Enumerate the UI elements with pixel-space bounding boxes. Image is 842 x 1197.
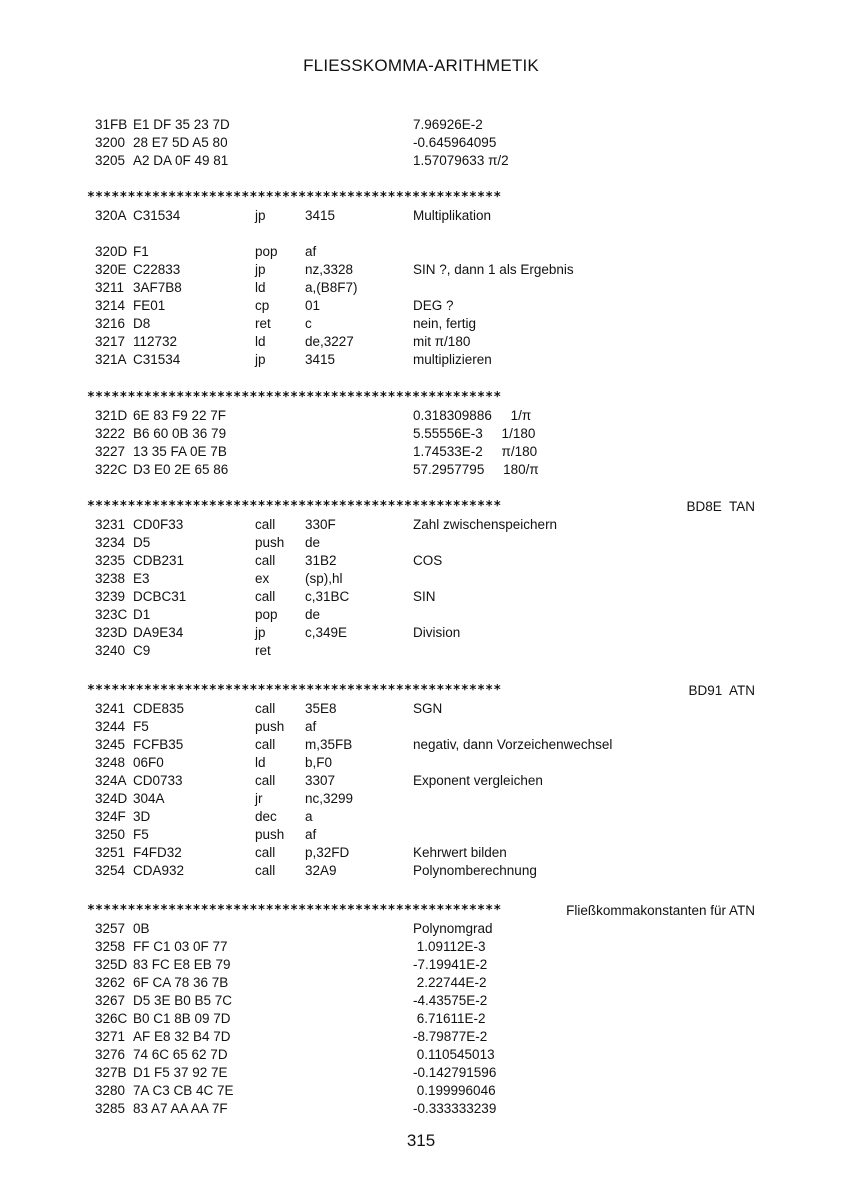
opcode-bytes: B0 C1 8B 09 7D: [133, 1011, 231, 1026]
opcode-bytes: 112732: [133, 334, 178, 349]
listing-line: [95, 700, 755, 718]
address: 322C: [95, 462, 128, 477]
comment: Polynomgrad: [413, 921, 493, 936]
operand: c: [305, 316, 312, 331]
listing-line: [95, 279, 755, 297]
operand: 3307: [305, 773, 336, 788]
opcode-bytes: 13 35 FA 0E 7B: [133, 444, 227, 459]
address: 320A: [95, 208, 127, 223]
comment: -0.142791596: [413, 1065, 497, 1080]
listing-line: [95, 624, 755, 642]
listing-block-constants-2: [87, 389, 755, 479]
listing-line: [95, 992, 755, 1010]
listing-line: [95, 642, 755, 660]
listing-line: [95, 718, 755, 736]
separator-line: [87, 189, 755, 207]
address: 3241: [95, 701, 126, 716]
separator-label: BD8E TAN: [682, 498, 755, 516]
opcode-bytes: F4FD32: [133, 845, 182, 860]
listing-block-constants-1: [95, 116, 755, 170]
listing-line: [95, 606, 755, 624]
opcode-bytes: 6F CA 78 36 7B: [133, 975, 229, 990]
opcode-bytes: C31534: [133, 352, 181, 367]
opcode-bytes: D1: [133, 607, 151, 622]
mnemonic: jp: [255, 208, 266, 223]
mnemonic: dec: [255, 809, 277, 824]
address: 3222: [95, 426, 126, 441]
listing-line: [95, 1046, 755, 1064]
address: 3239: [95, 589, 126, 604]
listing-line: [95, 552, 755, 570]
operand: af: [305, 827, 317, 842]
opcode-bytes: F1: [133, 244, 149, 259]
address: 323D: [95, 625, 128, 640]
listing-line: [95, 261, 755, 279]
address: 3267: [95, 993, 126, 1008]
comment: multiplizieren: [413, 352, 492, 367]
comment: Polynomberechnung: [413, 863, 537, 878]
operand: af: [305, 244, 317, 259]
listing-line: [95, 116, 755, 134]
separator-line: [87, 498, 755, 516]
listing-line: [95, 351, 755, 369]
address: 3251: [95, 845, 126, 860]
mnemonic: pop: [255, 244, 278, 259]
comment: 1.57079633 π/2: [413, 153, 509, 168]
address: 3248: [95, 755, 126, 770]
mnemonic: ret: [255, 316, 271, 331]
mnemonic: jr: [255, 791, 263, 806]
address: 3200: [95, 135, 126, 150]
address: 3245: [95, 737, 126, 752]
mnemonic: cp: [255, 298, 270, 313]
address: 3244: [95, 719, 126, 734]
address: 3240: [95, 643, 126, 658]
operand: 31B2: [305, 553, 337, 568]
address: 3285: [95, 1101, 126, 1116]
comment: 7.96926E-2: [413, 117, 483, 132]
comment: 1.74533E-2 π/180: [413, 444, 538, 459]
address: 3214: [95, 298, 126, 313]
address: 3231: [95, 517, 126, 532]
address: 3216: [95, 316, 126, 331]
address: 321A: [95, 352, 127, 367]
listing-line: [95, 134, 755, 152]
listing-line: [95, 315, 755, 333]
address: 3234: [95, 535, 126, 550]
listing-block-tan: [87, 498, 755, 660]
opcode-bytes: DA9E34: [133, 625, 184, 640]
opcode-bytes: D5: [133, 535, 151, 550]
operand: p,32FD: [305, 845, 350, 860]
comment: negativ, dann Vorzeichenwechsel: [413, 737, 613, 752]
mnemonic: push: [255, 827, 285, 842]
opcode-bytes: C22833: [133, 262, 181, 277]
listing-line: [95, 974, 755, 992]
mnemonic: call: [255, 773, 276, 788]
opcode-bytes: C9: [133, 643, 151, 658]
comment: SIN: [413, 589, 436, 604]
listing-line: [95, 938, 755, 956]
opcode-bytes: F5: [133, 827, 149, 842]
mnemonic: call: [255, 553, 276, 568]
comment: 6.71611E-2: [413, 1011, 486, 1026]
listing-line: [95, 297, 755, 315]
address: 320D: [95, 244, 128, 259]
comment: -0.645964095: [413, 135, 497, 150]
mnemonic: ld: [255, 280, 266, 295]
operand: 3415: [305, 208, 336, 223]
separator-line: [87, 682, 755, 700]
listing-block-atn: [87, 682, 755, 880]
opcode-bytes: FF C1 03 0F 77: [133, 939, 228, 954]
opcode-bytes: CDA932: [133, 863, 185, 878]
listing-block-atn-constants: [87, 902, 755, 1118]
operand: 330F: [305, 517, 336, 532]
listing-line: [95, 425, 755, 443]
opcode-bytes: 304A: [133, 791, 165, 806]
operand: nc,3299: [305, 791, 354, 806]
listing-line: [95, 1010, 755, 1028]
mnemonic: ld: [255, 755, 266, 770]
listing-line: [95, 920, 755, 938]
opcode-bytes: CD0733: [133, 773, 183, 788]
opcode-bytes: FCFB35: [133, 737, 184, 752]
mnemonic: ret: [255, 643, 271, 658]
opcode-bytes: 28 E7 5D A5 80: [133, 135, 228, 150]
comment: DEG ?: [413, 298, 454, 313]
address: 3280: [95, 1083, 126, 1098]
comment: 57.2957795 180/π: [413, 462, 539, 477]
listing-line: [95, 588, 755, 606]
listing-line: [95, 461, 755, 479]
comment: SGN: [413, 701, 443, 716]
opcode-bytes: A2 DA 0F 49 81: [133, 153, 229, 168]
listing-line: [95, 1064, 755, 1082]
listing-line: [95, 1028, 755, 1046]
operand: c,349E: [305, 625, 348, 640]
listing-line: [95, 736, 755, 754]
listing-line: [95, 956, 755, 974]
address: 325D: [95, 957, 128, 972]
comment: nein, fertig: [413, 316, 477, 331]
comment: 2.22744E-2: [413, 975, 487, 990]
operand: 3415: [305, 352, 336, 367]
mnemonic: jp: [255, 625, 266, 640]
address: 320E: [95, 262, 127, 277]
separator-stars: ***************************************************: [87, 499, 502, 514]
comment: Multiplikation: [413, 208, 492, 223]
address: 3257: [95, 921, 126, 936]
listing-line: [95, 516, 755, 534]
address: 3262: [95, 975, 126, 990]
opcode-bytes: E1 DF 35 23 7D: [133, 117, 230, 132]
comment: Exponent vergleichen: [413, 773, 543, 788]
address: 3258: [95, 939, 126, 954]
mnemonic: ld: [255, 334, 266, 349]
address: 323C: [95, 607, 128, 622]
opcode-bytes: DCBC31: [133, 589, 187, 604]
address: 3235: [95, 553, 126, 568]
address: 3227: [95, 444, 126, 459]
address: 3238: [95, 571, 126, 586]
separator-stars: ***************************************************: [87, 903, 502, 918]
mnemonic: call: [255, 845, 276, 860]
listing-line: [95, 808, 755, 826]
comment: COS: [413, 553, 443, 568]
listing-line: [95, 844, 755, 862]
opcode-bytes: 3D: [133, 809, 151, 824]
comment: 5.55556E-3 1/180: [413, 426, 536, 441]
comment: SIN ?, dann 1 als Ergebnis: [413, 262, 574, 277]
listing-line: [95, 407, 755, 425]
opcode-bytes: F5: [133, 719, 149, 734]
opcode-bytes: C31534: [133, 208, 181, 223]
comment: 1.09112E-3: [413, 939, 486, 954]
mnemonic: pop: [255, 607, 278, 622]
address: 3211: [95, 280, 125, 295]
comment: -8.79877E-2: [413, 1029, 488, 1044]
address: 324A: [95, 773, 127, 788]
opcode-bytes: CDB231: [133, 553, 185, 568]
page-number: 315: [406, 1131, 436, 1150]
operand: de: [305, 535, 321, 550]
address: 324D: [95, 791, 128, 806]
listing-block-trig-conversion: [87, 189, 755, 369]
mnemonic: call: [255, 517, 276, 532]
mnemonic: call: [255, 589, 276, 604]
address: 326C: [95, 1011, 128, 1026]
opcode-bytes: CD0F33: [133, 517, 184, 532]
separator-stars: ***************************************************: [87, 683, 502, 698]
opcode-bytes: AF E8 32 B4 7D: [133, 1029, 231, 1044]
address: 3217: [95, 334, 126, 349]
operand: a,(B8F7): [305, 280, 358, 295]
opcode-bytes: 3AF7B8: [133, 280, 182, 295]
comment: 0.318309886 1/π: [413, 408, 532, 423]
operand: 32A9: [305, 863, 337, 878]
opcode-bytes: FE01: [133, 298, 166, 313]
address: 3250: [95, 827, 126, 842]
operand: de,3227: [305, 334, 354, 349]
listing-line: [95, 754, 755, 772]
separator-line: [87, 389, 755, 407]
opcode-bytes: D3 E0 2E 65 86: [133, 462, 229, 477]
mnemonic: push: [255, 535, 285, 550]
comment: -7.19941E-2: [413, 957, 488, 972]
address: 3271: [95, 1029, 126, 1044]
listing-line: [95, 152, 755, 170]
opcode-bytes: D8: [133, 316, 151, 331]
operand: de: [305, 607, 321, 622]
separator-line: [87, 902, 755, 920]
opcode-bytes: CDE835: [133, 701, 185, 716]
operand: m,35FB: [305, 737, 353, 752]
comment: 0.110545013: [413, 1047, 495, 1062]
opcode-bytes: 0B: [133, 921, 150, 936]
mnemonic: jp: [255, 352, 266, 367]
address: 3205: [95, 153, 126, 168]
listing-line: [95, 772, 755, 790]
opcode-bytes: 06F0: [133, 755, 164, 770]
opcode-bytes: D5 3E B0 B5 7C: [133, 993, 233, 1008]
comment: mit π/180: [413, 334, 471, 349]
mnemonic: call: [255, 863, 276, 878]
operand: 35E8: [305, 701, 337, 716]
comment: Kehrwert bilden: [413, 845, 507, 860]
listing-line: [95, 570, 755, 588]
operand: (sp),hl: [305, 571, 343, 586]
mnemonic: call: [255, 737, 276, 752]
listing-line: [95, 243, 755, 261]
operand: b,F0: [305, 755, 333, 770]
page-title: FLIESSKOMMA-ARITHMETIK: [303, 56, 539, 75]
address: 324F: [95, 809, 126, 824]
operand: a: [305, 809, 313, 824]
listing-line: [95, 333, 755, 351]
opcode-bytes: B6 60 0B 36 79: [133, 426, 227, 441]
address: 3254: [95, 863, 126, 878]
mnemonic: push: [255, 719, 285, 734]
separator-stars: ***************************************************: [87, 390, 502, 405]
operand: nz,3328: [305, 262, 354, 277]
mnemonic: call: [255, 701, 276, 716]
mnemonic: ex: [255, 571, 270, 586]
opcode-bytes: 7A C3 CB 4C 7E: [133, 1083, 234, 1098]
listing-line: [95, 1100, 755, 1118]
mnemonic: jp: [255, 262, 266, 277]
address: 31FB: [95, 117, 128, 132]
opcode-bytes: D1 F5 37 92 7E: [133, 1065, 228, 1080]
operand: af: [305, 719, 317, 734]
address: 321D: [95, 408, 128, 423]
opcode-bytes: 74 6C 65 62 7D: [133, 1047, 228, 1062]
comment: Zahl zwischenspeichern: [413, 517, 558, 532]
opcode-bytes: 6E 83 F9 22 7F: [133, 408, 227, 423]
separator-label: Fließkommakonstanten für ATN: [562, 902, 755, 920]
opcode-bytes: E3: [133, 571, 150, 586]
comment: -0.333333239: [413, 1101, 497, 1116]
listing-line: [95, 443, 755, 461]
comment: -4.43575E-2: [413, 993, 488, 1008]
listing-line: [95, 862, 755, 880]
listing-line: [95, 207, 755, 225]
listing-line: [95, 826, 755, 844]
listing-line: [95, 1082, 755, 1100]
listing-line: [95, 790, 755, 808]
operand: c,31BC: [305, 589, 350, 604]
listing-line: [95, 534, 755, 552]
comment: 0.199996046: [413, 1083, 496, 1098]
address: 3276: [95, 1047, 126, 1062]
operand: 01: [305, 298, 321, 313]
comment: Division: [413, 625, 461, 640]
opcode-bytes: 83 A7 AA AA 7F: [133, 1101, 228, 1116]
address: 327B: [95, 1065, 127, 1080]
separator-stars: ***************************************************: [87, 190, 502, 205]
separator-label: BD91 ATN: [684, 682, 755, 700]
opcode-bytes: 83 FC E8 EB 79: [133, 957, 231, 972]
